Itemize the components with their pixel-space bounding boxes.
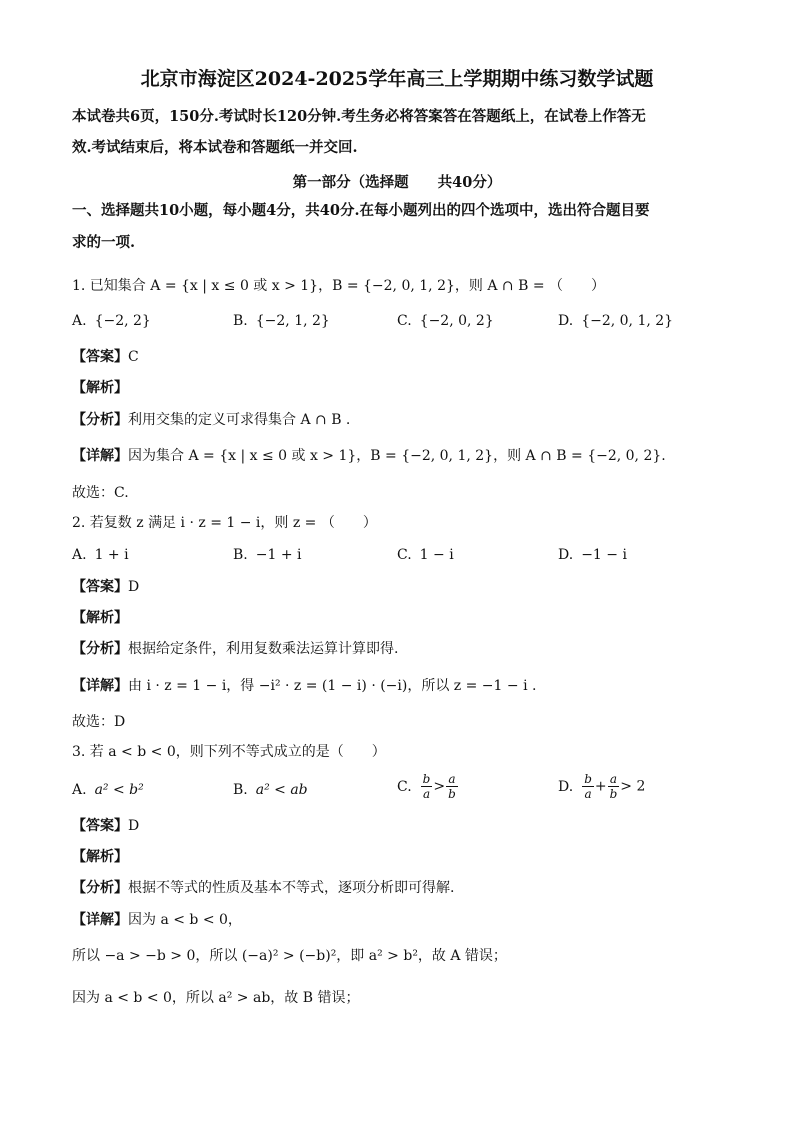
q1-fenxi xyxy=(72,410,350,430)
part1-title: 第一部分（选择题 共40分） xyxy=(292,174,502,191)
fenxi-text: 根据不等式的性质及基本不等式，逐项分析即可得解. xyxy=(128,880,455,896)
fraction-denominator: b xyxy=(609,787,618,801)
fraction-numerator: b xyxy=(584,772,592,786)
option-text: −1 − i xyxy=(581,547,627,563)
inequality-tail: > 2 xyxy=(620,778,646,795)
q2-option-d xyxy=(558,545,627,565)
q3-stem: 3. 若 a < b < 0，则下列不等式成立的是（ ） xyxy=(72,744,386,760)
option-text: {−2, 2} xyxy=(94,313,151,329)
q3-detail xyxy=(72,910,242,930)
option-label: B. xyxy=(233,547,248,563)
answer-tag: 【答案】 xyxy=(72,349,128,365)
q3-analysis-tag: 【解析】 xyxy=(72,849,128,865)
q1-analysis-tag: 【解析】 xyxy=(72,380,128,396)
q2-option-a xyxy=(72,545,129,565)
fraction-a-over-b xyxy=(446,772,458,801)
fraction-a-over-b xyxy=(608,772,620,801)
q1-option-b xyxy=(233,311,330,331)
option-text: a² < b² xyxy=(94,782,144,798)
detail-tag: 【详解】 xyxy=(72,678,128,694)
option-text: {−2, 1, 2} xyxy=(255,313,330,329)
q2-stem: 2. 若复数 z 满足 i · z = 1 − i，则 z = （ ） xyxy=(72,515,377,531)
q1-detail xyxy=(72,446,666,466)
fraction-denominator: a xyxy=(422,787,431,801)
q1-stem: 1. 已知集合 A = {x | x ≤ 0 或 x > 1}，B = {−2, 0, 1, 2}，则 A ∩ B = （ ） xyxy=(72,278,605,294)
option-text: 1 + i xyxy=(94,547,129,563)
option-label: A. xyxy=(72,547,87,563)
q3-line-a: 所以 −a > −b > 0，所以 (−a)² > (−b)²，即 a² > b²，故 A 错误； xyxy=(72,948,507,964)
intro-line-2: 效.考试结束后，将本试卷和答题纸一并交回. xyxy=(72,139,358,156)
option-text: 1 − i xyxy=(419,547,454,563)
q2-option-c xyxy=(397,545,454,565)
q3-option-b xyxy=(233,780,308,800)
q3-option-c xyxy=(397,772,459,801)
q1-conclusion: 故选：C. xyxy=(72,485,129,501)
answer-tag: 【答案】 xyxy=(72,818,128,834)
q2-analysis-tag: 【解析】 xyxy=(72,610,128,626)
option-label: D. xyxy=(558,547,574,563)
fraction-b-over-a xyxy=(582,772,594,801)
detail-text: 因为 a < b < 0， xyxy=(128,912,242,928)
fraction-numerator: b xyxy=(422,772,431,786)
q3-answer xyxy=(72,816,139,836)
intro-line-1: 本试卷共6页，150分.考试时长120分钟.考生务必将答案答在答题纸上，在试卷上作答无 xyxy=(72,108,646,125)
option-label: A. xyxy=(72,313,87,329)
detail-text: 由 i · z = 1 − i，得 −i² · z = (1 − i) · (−i)，所以 z = −1 − i . xyxy=(128,678,537,694)
answer-value: C xyxy=(128,349,139,365)
q3-line-b: 因为 a < b < 0，所以 a² > ab，故 B 错误； xyxy=(72,990,360,1006)
q3-option-d xyxy=(558,772,645,801)
option-label: B. xyxy=(233,782,248,798)
option-label: C. xyxy=(397,778,412,795)
option-label: D. xyxy=(558,778,574,795)
option-label: B. xyxy=(233,313,248,329)
answer-value: D xyxy=(128,579,140,595)
page-title: 北京市海淀区2024-2025学年高三上学期期中练习数学试题 xyxy=(140,68,654,90)
q3-option-a xyxy=(72,780,144,800)
fraction-b-over-a xyxy=(421,772,433,801)
q2-detail xyxy=(72,676,536,696)
q2-answer xyxy=(72,577,139,597)
option-text: a² < ab xyxy=(255,782,308,798)
section1-line-1: 一、选择题共10小题，每小题4分，共40分.在每小题列出的四个选项中，选出符合题目要 xyxy=(72,202,650,219)
option-label: C. xyxy=(397,547,412,563)
q1-option-d xyxy=(558,311,673,331)
fenxi-text: 根据给定条件，利用复数乘法运算计算即得. xyxy=(128,641,399,657)
fraction-numerator: a xyxy=(448,772,456,786)
option-text: {−2, 0, 1, 2} xyxy=(581,313,674,329)
q2-fenxi xyxy=(72,639,398,659)
detail-tag: 【详解】 xyxy=(72,448,128,464)
operator: + xyxy=(594,778,607,795)
fenxi-tag: 【分析】 xyxy=(72,880,128,896)
q2-conclusion: 故选：D xyxy=(72,714,126,730)
q1-option-c xyxy=(397,311,494,331)
detail-text: 因为集合 A = {x | x ≤ 0 或 x > 1}，B = {−2, 0, 1, 2}，则 A ∩ B = {−2, 0, 2}. xyxy=(128,448,666,464)
q3-fenxi xyxy=(72,878,454,898)
fenxi-tag: 【分析】 xyxy=(72,641,128,657)
fraction-numerator: a xyxy=(609,772,618,786)
option-label: C. xyxy=(397,313,412,329)
q1-option-a xyxy=(72,311,151,331)
answer-value: D xyxy=(128,818,140,834)
fraction-denominator: b xyxy=(448,787,456,801)
section1-line-2: 求的一项. xyxy=(72,234,136,251)
q1-answer xyxy=(72,347,139,367)
operator: > xyxy=(433,778,446,795)
fenxi-tag: 【分析】 xyxy=(72,412,128,428)
option-label: D. xyxy=(558,313,574,329)
option-label: A. xyxy=(72,782,87,798)
answer-tag: 【答案】 xyxy=(72,579,128,595)
fraction-denominator: a xyxy=(584,787,592,801)
option-text: −1 + i xyxy=(255,547,302,563)
q2-option-b xyxy=(233,545,302,565)
detail-tag: 【详解】 xyxy=(72,912,128,928)
option-text: {−2, 0, 2} xyxy=(419,313,494,329)
fenxi-text: 利用交集的定义可求得集合 A ∩ B . xyxy=(128,412,351,428)
